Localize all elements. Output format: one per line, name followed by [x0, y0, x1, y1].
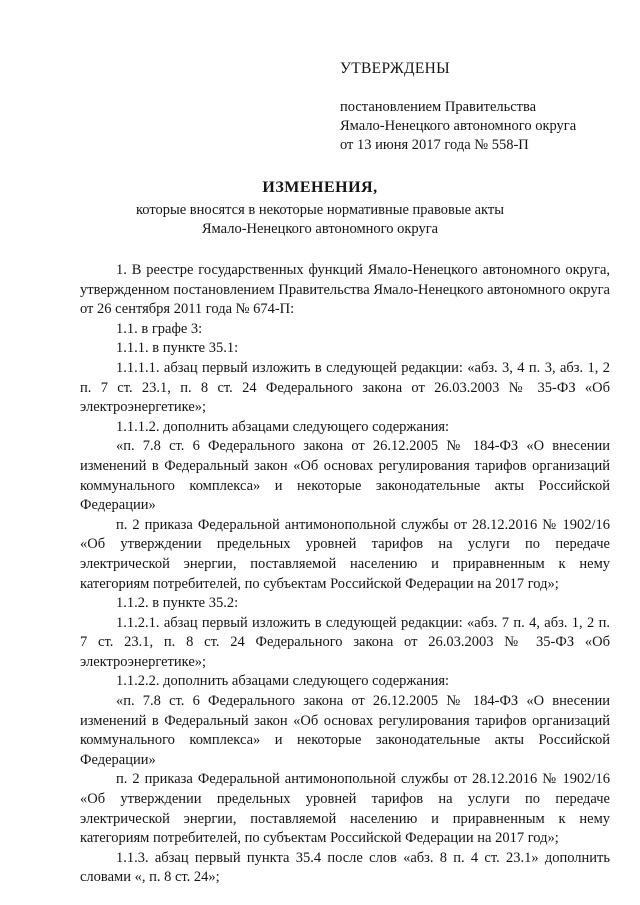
paragraph: 1.1.1.2. дополнить абзацами следующего содержания: [116, 418, 450, 435]
heading-title: ИЗМЕНЕНИЯ, [262, 179, 378, 196]
paragraph: п. 2 приказа Федеральной антимонопольной службы от 28.12.2016 № 1902/16 «Об утверждении предельных уровней тарифов на услуги по передаче электрической энергии, поставляемой населению и приравненным к нему категориям потребителей, по субъектам Российской Федерации на 2017 год»; [80, 771, 610, 847]
approval-block [340, 60, 600, 155]
paragraph: 1.1.2.1. абзац первый изложить в следующей редакции: «абз. 7 п. 4, абз. 1, 2 п. 7 ст. 23.1, п. 8 ст. 24 Федерального закона от 26.03.2003 № 35-ФЗ «Об электроэнергетике»; [80, 614, 610, 670]
document-body [80, 261, 610, 888]
paragraph: 1.1. в графе 3: [116, 320, 203, 337]
paragraph: «п. 7.8 ст. 6 Федерального закона от 26.12.2005 № 184-ФЗ «О внесении изменений в Федеральный закон «Об основах регулирования тарифов организаций коммунального комплекса» и некоторые законодательные акты Российской Федерации» [80, 438, 610, 514]
approval-line: от 13 июня 2017 года № 558-П [340, 137, 529, 153]
approval-line: постановлением Правительства [340, 99, 537, 115]
approval-line: Ямало-Ненецкого автономного округа [340, 118, 577, 134]
document-heading [0, 178, 640, 239]
paragraph: 1. В реестре государственных функций Ямало-Ненецкого автономного округа, утвержденном постановлением Правительства Ямало-Ненецкого автономного округа от 26 сентября 2011 года № 674-П: [80, 262, 610, 318]
paragraph: 1.1.2. в пункте 35.2: [116, 595, 239, 612]
paragraph: «п. 7.8 ст. 6 Федерального закона от 26.12.2005 № 184-ФЗ «О внесении изменений в Федеральный закон «Об основах регулирования тарифов организаций коммунального комплекса» и некоторые законодательные акты Российской Федерации» [80, 693, 610, 768]
paragraph: 1.1.2.2. дополнить абзацами следующего содержания: [116, 673, 450, 690]
approval-title: УТВЕРЖДЕНЫ [340, 60, 450, 77]
paragraph: 1.1.3. абзац первый пункта 35.4 после слов «абз. 8 п. 4 ст. 23.1» дополнить словами «, п. 8 ст. 24»; [80, 849, 610, 886]
paragraph: 1.1.1. в пункте 35.1: [116, 340, 239, 357]
heading-subtitle-line: Ямало-Ненецкого автономного округа [201, 221, 439, 237]
paragraph: 1.1.1.1. абзац первый изложить в следующей редакции: «абз. 3, 4 п. 3, абз. 1, 2 п. 7 ст. 23.1, п. 8 ст. 24 Федерального закона от 26.03.2003 № 35-ФЗ «Об электроэнергетике»; [80, 359, 610, 416]
paragraph: п. 2 приказа Федеральной антимонопольной службы от 28.12.2016 № 1902/16 «Об утверждении предельных уровней тарифов на услуги по передаче электрической энергии, поставляемой населению и приравненным к нему категориям потребителей, по субъектам Российской Федерации на 2017 год»; [80, 516, 610, 592]
heading-subtitle-line: которые вносятся в некоторые нормативные правовые акты [135, 202, 504, 218]
